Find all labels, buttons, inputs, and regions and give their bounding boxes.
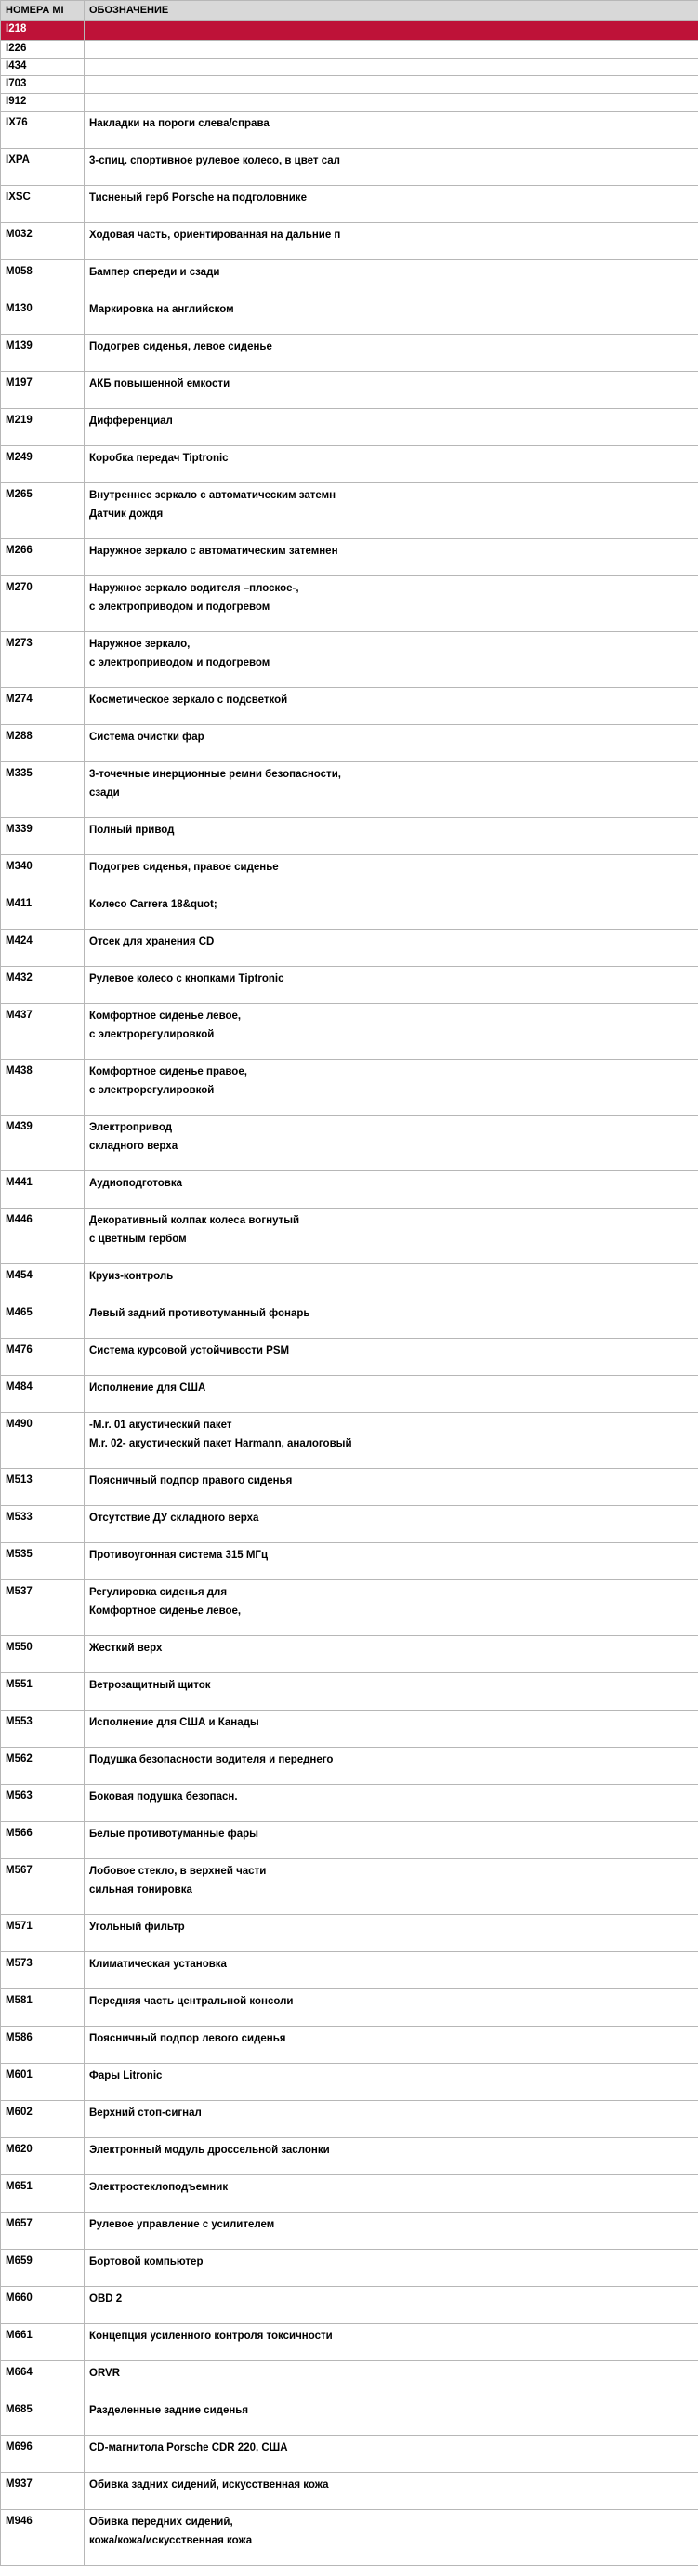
option-description-line: Боковая подушка безопасн. — [89, 1791, 238, 1803]
option-description-cell — [85, 260, 698, 297]
option-code-cell: M581 — [1, 1989, 85, 2027]
option-description-cell — [85, 76, 698, 94]
option-description-cell — [85, 1915, 698, 1952]
table-row[interactable] — [1, 2027, 698, 2064]
table-row[interactable] — [1, 1469, 698, 1506]
option-description-line: АКБ повышенной емкости — [89, 378, 230, 390]
option-description-cell — [85, 1580, 698, 1636]
table-row[interactable] — [1, 1506, 698, 1543]
option-code-cell: M602 — [1, 2101, 85, 2138]
option-description-cell — [85, 632, 698, 688]
option-code-cell: M270 — [1, 576, 85, 632]
option-code-cell: M513 — [1, 1469, 85, 1506]
option-description-line: с электрорегулировкой — [89, 1085, 215, 1096]
option-code-cell: M437 — [1, 1004, 85, 1060]
option-description-line: Тисненый герб Porsche на подголовнике — [89, 192, 307, 204]
option-description-line: Поясничный подпор правого сиденья — [89, 1475, 293, 1486]
option-code-cell: IXSC — [1, 186, 85, 223]
option-description-cell — [85, 446, 698, 483]
table-row[interactable] — [1, 76, 698, 94]
option-code-cell: M411 — [1, 892, 85, 930]
option-description-line: с электроприводом и подогревом — [89, 657, 270, 668]
table-row[interactable] — [1, 1822, 698, 1859]
option-code-cell: IX76 — [1, 112, 85, 149]
option-code-cell: M696 — [1, 2436, 85, 2473]
option-description-line: Внутреннее зеркало с автоматическим затемн — [89, 490, 336, 501]
option-description-cell — [85, 483, 698, 539]
option-description-cell — [85, 2324, 698, 2361]
table-row[interactable] — [1, 2287, 698, 2324]
option-description-cell — [85, 1952, 698, 1989]
option-code-cell: M661 — [1, 2324, 85, 2361]
option-description-line: Ветрозащитный щиток — [89, 1680, 211, 1691]
table-body — [1, 21, 698, 2566]
option-code-cell: M566 — [1, 1822, 85, 1859]
table-row[interactable] — [1, 2473, 698, 2510]
option-description-cell — [85, 725, 698, 762]
table-row[interactable] — [1, 2213, 698, 2250]
table-row[interactable] — [1, 297, 698, 335]
option-code-cell: M659 — [1, 2250, 85, 2287]
option-code-cell: M651 — [1, 2175, 85, 2213]
option-code-cell: M586 — [1, 2027, 85, 2064]
option-code-cell: I226 — [1, 41, 85, 59]
option-description-cell — [85, 1543, 698, 1580]
option-code-cell: M535 — [1, 1543, 85, 1580]
option-code-cell: M197 — [1, 372, 85, 409]
option-description-cell — [85, 818, 698, 855]
option-description-line: складного верха — [89, 1141, 178, 1152]
table-row[interactable] — [1, 632, 698, 688]
option-description-line: Полный привод — [89, 825, 175, 836]
table-row[interactable] — [1, 1748, 698, 1785]
table-header-row — [1, 1, 698, 21]
option-description-cell — [85, 1989, 698, 2027]
option-code-cell: M490 — [1, 1413, 85, 1469]
option-description-line: Угольный фильтр — [89, 1922, 185, 1933]
table-row[interactable] — [1, 1859, 698, 1915]
option-description-cell — [85, 335, 698, 372]
option-description-line: Рулевое колесо с кнопками Tiptronic — [89, 973, 284, 984]
option-description-cell — [85, 2398, 698, 2436]
option-description-cell — [85, 930, 698, 967]
option-description-cell — [85, 1301, 698, 1339]
option-description-cell — [85, 1171, 698, 1209]
option-description-line: 3-спиц. спортивное рулевое колесо, в цвет сал — [89, 155, 340, 166]
option-code-cell: M551 — [1, 1673, 85, 1711]
table-row[interactable] — [1, 2101, 698, 2138]
option-code-cell: M339 — [1, 818, 85, 855]
option-description-line: Левый задний противотуманный фонарь — [89, 1308, 310, 1319]
option-description-line: Комфортное сиденье левое, — [89, 1011, 242, 1022]
table-row[interactable] — [1, 539, 698, 576]
option-description-cell — [85, 1060, 698, 1116]
table-row[interactable] — [1, 2324, 698, 2361]
option-description-cell — [85, 1413, 698, 1469]
option-description-line: Маркировка на английском — [89, 304, 234, 315]
option-description-cell — [85, 967, 698, 1004]
option-description-line: Колесо Carrera 18&quot; — [89, 899, 217, 910]
table-row[interactable] — [1, 1413, 698, 1469]
option-code-cell: M563 — [1, 1785, 85, 1822]
option-description-line: Исполнение для США и Канады — [89, 1717, 259, 1728]
option-description-cell — [85, 1209, 698, 1264]
option-description-line: Система очистки фар — [89, 732, 204, 743]
option-description-line: Подогрев сиденья, правое сиденье — [89, 862, 279, 873]
option-code-cell: I703 — [1, 76, 85, 94]
option-description-cell — [85, 1506, 698, 1543]
option-code-cell: M130 — [1, 297, 85, 335]
table-row[interactable] — [1, 2138, 698, 2175]
option-description-line: Фары Litronic — [89, 2070, 163, 2081]
option-description-line: Комфортное сиденье правое, — [89, 1066, 247, 1077]
option-description-cell — [85, 1711, 698, 1748]
option-code-cell: M432 — [1, 967, 85, 1004]
option-code-cell: M219 — [1, 409, 85, 446]
option-description-line: Белые противотуманные фары — [89, 1829, 258, 1840]
option-description-line: Противоугонная система 315 МГц — [89, 1550, 269, 1561]
option-description-line: Исполнение для США — [89, 1382, 206, 1394]
table-row[interactable] — [1, 1339, 698, 1376]
option-description-cell — [85, 1116, 698, 1171]
option-description-cell — [85, 1339, 698, 1376]
table-row[interactable] — [1, 112, 698, 149]
option-description-line: Круиз-контроль — [89, 1271, 174, 1282]
option-description-cell — [85, 186, 698, 223]
option-description-line: Климатическая установка — [89, 1959, 227, 1970]
option-description-line: Разделенные задние сиденья — [89, 2405, 249, 2416]
option-code-cell: M265 — [1, 483, 85, 539]
option-code-cell: M657 — [1, 2213, 85, 2250]
option-description-cell — [85, 1004, 698, 1060]
table-row[interactable] — [1, 41, 698, 59]
option-description-cell — [85, 2175, 698, 2213]
option-code-cell: M550 — [1, 1636, 85, 1673]
option-description-cell — [85, 2287, 698, 2324]
option-description-cell — [85, 1376, 698, 1413]
column-header-description: ОБОЗНАЧЕНИЕ — [85, 1, 698, 21]
table-row[interactable] — [1, 59, 698, 76]
table-row[interactable] — [1, 762, 698, 818]
option-description-cell — [85, 1673, 698, 1711]
table-row[interactable] — [1, 483, 698, 539]
option-code-cell: M273 — [1, 632, 85, 688]
option-description-line: Ходовая часть, ориентированная на дальние п — [89, 230, 341, 241]
option-code-cell: M946 — [1, 2510, 85, 2566]
option-code-cell: M266 — [1, 539, 85, 576]
option-description-line: Регулировка сиденья для — [89, 1587, 228, 1598]
option-code-cell: M441 — [1, 1171, 85, 1209]
option-description-line: Бампер спереди и сзади — [89, 267, 220, 278]
option-description-line: с электрорегулировкой — [89, 1029, 215, 1040]
option-description-line: Верхний стоп-сигнал — [89, 2107, 202, 2119]
option-description-cell — [85, 688, 698, 725]
table-row[interactable] — [1, 688, 698, 725]
option-description-cell — [85, 297, 698, 335]
table-row[interactable] — [1, 1060, 698, 1116]
option-description-cell — [85, 2510, 698, 2566]
option-description-line: сильная тонировка — [89, 1884, 192, 1896]
option-code-cell: M139 — [1, 335, 85, 372]
option-description-line: Наружное зеркало с автоматическим затемнен — [89, 546, 338, 557]
table-row[interactable] — [1, 1636, 698, 1673]
table-row[interactable] — [1, 1673, 698, 1711]
table-row[interactable] — [1, 1915, 698, 1952]
option-description-cell — [85, 2138, 698, 2175]
option-description-cell — [85, 892, 698, 930]
option-description-line: Отсутствие ДУ складного верха — [89, 1513, 259, 1524]
option-code-cell: M562 — [1, 1748, 85, 1785]
option-description-cell — [85, 762, 698, 818]
option-description-line: Отсек для хранения CD — [89, 936, 215, 947]
option-description-line: Аудиоподготовка — [89, 1178, 183, 1189]
option-description-line: Дифференциал — [89, 416, 173, 427]
option-description-line: OBD 2 — [89, 2293, 123, 2305]
option-description-cell — [85, 1748, 698, 1785]
table-row[interactable] — [1, 223, 698, 260]
option-description-line: с электроприводом и подогревом — [89, 601, 270, 613]
option-description-line: Наружное зеркало, — [89, 639, 191, 650]
option-code-cell: M274 — [1, 688, 85, 725]
option-description-cell — [85, 21, 698, 41]
table-row[interactable] — [1, 1116, 698, 1171]
option-code-cell: M601 — [1, 2064, 85, 2101]
table-row[interactable] — [1, 2398, 698, 2436]
option-code-cell: M567 — [1, 1859, 85, 1915]
option-description-cell — [85, 112, 698, 149]
option-description-line: Передняя часть центральной консоли — [89, 1996, 294, 2007]
table-row[interactable] — [1, 1376, 698, 1413]
option-description-line: Декоративный колпак колеса вогнутый — [89, 1215, 300, 1226]
option-code-cell: M340 — [1, 855, 85, 892]
table-row[interactable] — [1, 260, 698, 297]
option-description-line: Рулевое управление с усилителем — [89, 2219, 275, 2230]
option-code-cell: M537 — [1, 1580, 85, 1636]
table-row[interactable] — [1, 21, 698, 41]
option-description-line: Датчик дождя — [89, 509, 164, 520]
table-row[interactable] — [1, 576, 698, 632]
table-row[interactable] — [1, 1989, 698, 2027]
option-code-cell: M335 — [1, 762, 85, 818]
option-description-cell — [85, 59, 698, 76]
option-code-cell: M685 — [1, 2398, 85, 2436]
option-description-line: Электростеклоподъемник — [89, 2182, 229, 2193]
option-description-cell — [85, 576, 698, 632]
option-code-cell: M424 — [1, 930, 85, 967]
table-row[interactable] — [1, 2436, 698, 2473]
option-code-cell: M249 — [1, 446, 85, 483]
option-description-cell — [85, 149, 698, 186]
option-description-cell — [85, 1636, 698, 1673]
option-description-line: Система курсовой устойчивости PSM — [89, 1345, 290, 1356]
table-row[interactable] — [1, 818, 698, 855]
table-row[interactable] — [1, 446, 698, 483]
option-description-cell — [85, 855, 698, 892]
option-description-line: Наружное зеркало водителя –плоское-, — [89, 583, 299, 594]
option-description-line: Коробка передач Tiptronic — [89, 453, 229, 464]
option-description-cell — [85, 1469, 698, 1506]
option-code-cell: M664 — [1, 2361, 85, 2398]
option-description-cell — [85, 2101, 698, 2138]
option-description-line: CD-магнитола Porsche CDR 220, США — [89, 2442, 288, 2453]
option-description-line: Лобовое стекло, в верхней части — [89, 1866, 267, 1877]
table-row[interactable] — [1, 1301, 698, 1339]
table-row[interactable] — [1, 186, 698, 223]
option-description-line: ORVR — [89, 2368, 121, 2379]
table-row[interactable] — [1, 335, 698, 372]
option-description-cell — [85, 2213, 698, 2250]
option-code-cell: M620 — [1, 2138, 85, 2175]
table-row[interactable] — [1, 149, 698, 186]
option-description-cell — [85, 1785, 698, 1822]
option-description-line: кожа/кожа/искусственная кожа — [89, 2535, 253, 2546]
option-code-cell: M571 — [1, 1915, 85, 1952]
option-description-cell — [85, 409, 698, 446]
table-row[interactable] — [1, 1785, 698, 1822]
table-row[interactable] — [1, 409, 698, 446]
option-description-line: 3-точечные инерционные ремни безопасности, — [89, 769, 341, 780]
option-description-cell — [85, 1859, 698, 1915]
option-description-line: с цветным гербом — [89, 1234, 187, 1245]
option-description-line: Косметическое зеркало с подсветкой — [89, 694, 288, 706]
option-description-cell — [85, 2436, 698, 2473]
option-description-line: Электропривод — [89, 1122, 173, 1133]
option-code-cell: M454 — [1, 1264, 85, 1301]
table-row[interactable] — [1, 1209, 698, 1264]
option-description-line: Подушка безопасности водителя и переднего — [89, 1754, 334, 1765]
option-description-cell — [85, 2473, 698, 2510]
table-row[interactable] — [1, 725, 698, 762]
option-description-cell — [85, 1822, 698, 1859]
option-description-cell — [85, 372, 698, 409]
option-description-line: сзади — [89, 787, 120, 799]
table-row[interactable] — [1, 930, 698, 967]
option-code-cell: I434 — [1, 59, 85, 76]
option-description-cell — [85, 2250, 698, 2287]
option-description-line: Подогрев сиденья, левое сиденье — [89, 341, 272, 352]
table-row[interactable] — [1, 372, 698, 409]
option-code-cell: M476 — [1, 1339, 85, 1376]
option-code-cell: M533 — [1, 1506, 85, 1543]
option-description-line: -M.r. 01 акустический пакет — [89, 1420, 232, 1431]
option-code-cell: M446 — [1, 1209, 85, 1264]
option-description-line: Поясничный подпор левого сиденья — [89, 2033, 286, 2044]
table-row[interactable] — [1, 892, 698, 930]
table-row[interactable] — [1, 2250, 698, 2287]
option-code-cell: M573 — [1, 1952, 85, 1989]
option-description-line: Бортовой компьютер — [89, 2256, 204, 2267]
option-description-cell — [85, 2027, 698, 2064]
column-header-code: НОМЕРА MI — [1, 1, 85, 21]
option-description-cell — [85, 94, 698, 112]
option-code-cell: I218 — [1, 21, 85, 41]
option-code-cell: M032 — [1, 223, 85, 260]
option-description-cell — [85, 2064, 698, 2101]
option-description-cell — [85, 539, 698, 576]
option-code-cell: M288 — [1, 725, 85, 762]
table-row[interactable] — [1, 2510, 698, 2566]
table-row[interactable] — [1, 1952, 698, 1989]
option-description-line: Жесткий верх — [89, 1643, 163, 1654]
table-row[interactable] — [1, 855, 698, 892]
option-code-cell: M484 — [1, 1376, 85, 1413]
option-code-cell: M553 — [1, 1711, 85, 1748]
table-row[interactable] — [1, 2064, 698, 2101]
option-description-line: Обивка задних сидений, искусственная кожа — [89, 2479, 329, 2490]
option-code-cell: M058 — [1, 260, 85, 297]
table-row[interactable] — [1, 1711, 698, 1748]
table-row[interactable] — [1, 2175, 698, 2213]
option-description-cell — [85, 1264, 698, 1301]
option-description-cell — [85, 223, 698, 260]
table-row[interactable] — [1, 94, 698, 112]
table-row[interactable] — [1, 967, 698, 1004]
option-description-line: Обивка передних сидений, — [89, 2517, 233, 2528]
table-row[interactable] — [1, 2361, 698, 2398]
option-description-line: Комфортное сиденье левое, — [89, 1605, 242, 1617]
option-code-cell: M660 — [1, 2287, 85, 2324]
table-row[interactable] — [1, 1171, 698, 1209]
option-code-cell: M465 — [1, 1301, 85, 1339]
option-description-line: Накладки на пороги слева/справа — [89, 118, 270, 129]
table-row[interactable] — [1, 1264, 698, 1301]
option-code-cell: IXPA — [1, 149, 85, 186]
option-description-line: Электронный модуль дроссельной заслонки — [89, 2145, 330, 2156]
option-code-cell: I912 — [1, 94, 85, 112]
option-description-cell — [85, 2361, 698, 2398]
table-row[interactable] — [1, 1543, 698, 1580]
option-description-line: M.r. 02- акустический пакет Harmann, аналоговый — [89, 1438, 352, 1449]
table-row[interactable] — [1, 1004, 698, 1060]
table-row[interactable] — [1, 1580, 698, 1636]
option-description-cell — [85, 41, 698, 59]
option-code-cell: M439 — [1, 1116, 85, 1171]
option-code-cell: M438 — [1, 1060, 85, 1116]
option-description-line: Концепция усиленного контроля токсичности — [89, 2331, 333, 2342]
option-code-cell: M937 — [1, 2473, 85, 2510]
